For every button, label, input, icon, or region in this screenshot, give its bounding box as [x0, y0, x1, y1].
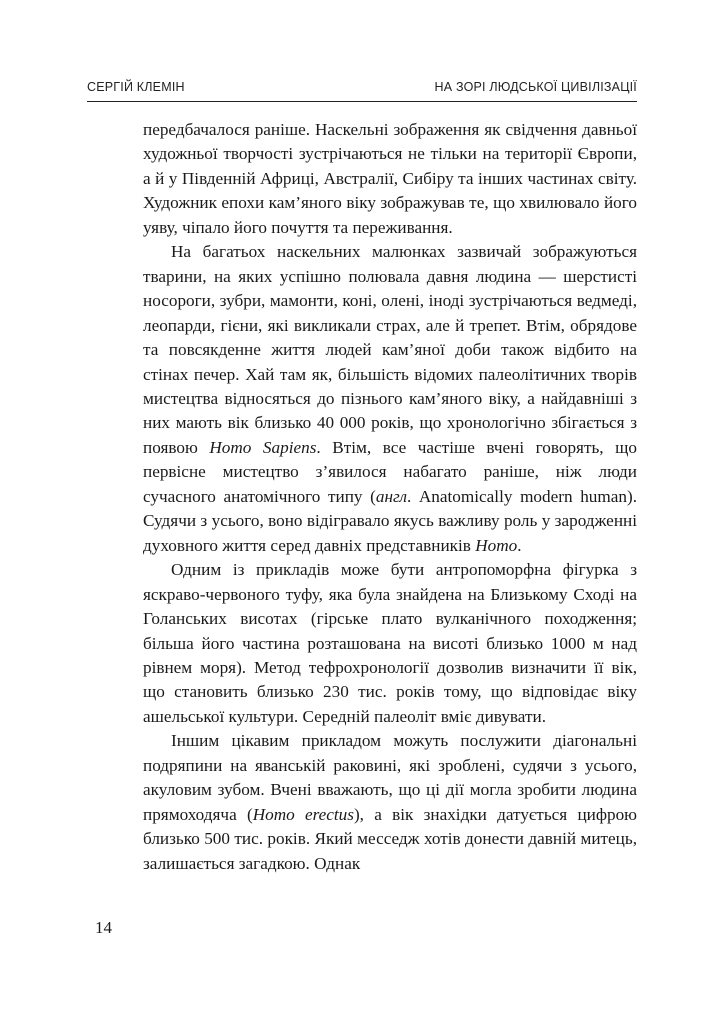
running-head — [87, 76, 637, 100]
body-text — [143, 118, 637, 876]
italic-abbreviation: англ — [375, 486, 407, 506]
italic-term: Homo erectus — [252, 804, 354, 824]
paragraph-3 — [143, 558, 637, 729]
paragraph-text: Одним із прикладів може бути антропоморфна фігурка з яскраво-червоного туфу, яка була знайдена на Близькому Сході на Голанських висотах (гірське плато вулканічного походження; більша його частина розташована на висоті близько 1000 м над рівнем моря). Метод тефрохронології дозволив визначити її вік, що становить близько 230 тис. років тому, що відповідає віку ашельської культури. Середній палеоліт вміє дивувати. — [143, 560, 637, 726]
header-rule — [87, 101, 637, 102]
paragraph-1 — [143, 118, 637, 240]
italic-term: Homo Sapiens — [209, 437, 317, 457]
italic-term: Homo — [475, 535, 518, 555]
paragraph-text: Іншим цікавим прикладом можуть послужити діагональні подряпини на яванській раковині, які зроблені, судячи з усього, акуловим зубом. Вчені вважають, що ці дії могла зробити людина прямоходяча ( — [143, 731, 637, 824]
paragraph-text: На багатьох наскельних малюнках зазвичай зображуються тварини, на яких успішно полювала давня людина — шерстисті носороги, зубри, мамонти, коні, олені, іноді зустрічаються ведмеді, леопарди, гієни, які викликали страх, але й трепет. Втім, обрядове та повсякденне життя людей кам’яної доби також відбито на стінах печер. Хай там як, більшість відомих палеолітичних творів мистецтва відносяться до пізнього кам’яного віку, а найдавніші з них мають вік близько 40 000 років, що хронологічно збігається з появою — [143, 242, 637, 457]
paragraph-text: . Anatomically modern human). Судячи з усього, воно відігравало якусь важливу роль у зародженні духовного життя серед давніх представників — [143, 486, 637, 555]
running-head-author: СЕРГІЙ КЛЕМІН — [87, 80, 185, 94]
page-number: 14 — [95, 918, 112, 937]
paragraph-2 — [143, 240, 637, 558]
paragraph-text: передбачалося раніше. Наскельні зображення як свідчення давньої художньої творчості зустрічаються не тільки на території Європи, а й у Південній Африці, Австралії, Сибіру та інших частинах світу. Художник епохи кам’яного віку зображував те, що хвилювало його уяву, чіпало його почуття та переживання. — [143, 120, 637, 237]
paragraph-4 — [143, 729, 637, 876]
paragraph-text: . Втім, все частіше вчені говорять, що первісне мистецтво з’явилося набагато раніше, ніж люди сучасного анатомічного типу ( — [143, 437, 637, 506]
paragraph-text: ), а вік знахідки датується цифрою близько 500 тис. років. Який месседж хотів донести давній митець, залишається загадкою. Однак — [143, 804, 637, 873]
running-head-book-title: НА ЗОРІ ЛЮДСЬКОЇ ЦИВІЛІЗАЦІЇ — [434, 80, 637, 94]
paragraph-text: . — [517, 535, 522, 555]
